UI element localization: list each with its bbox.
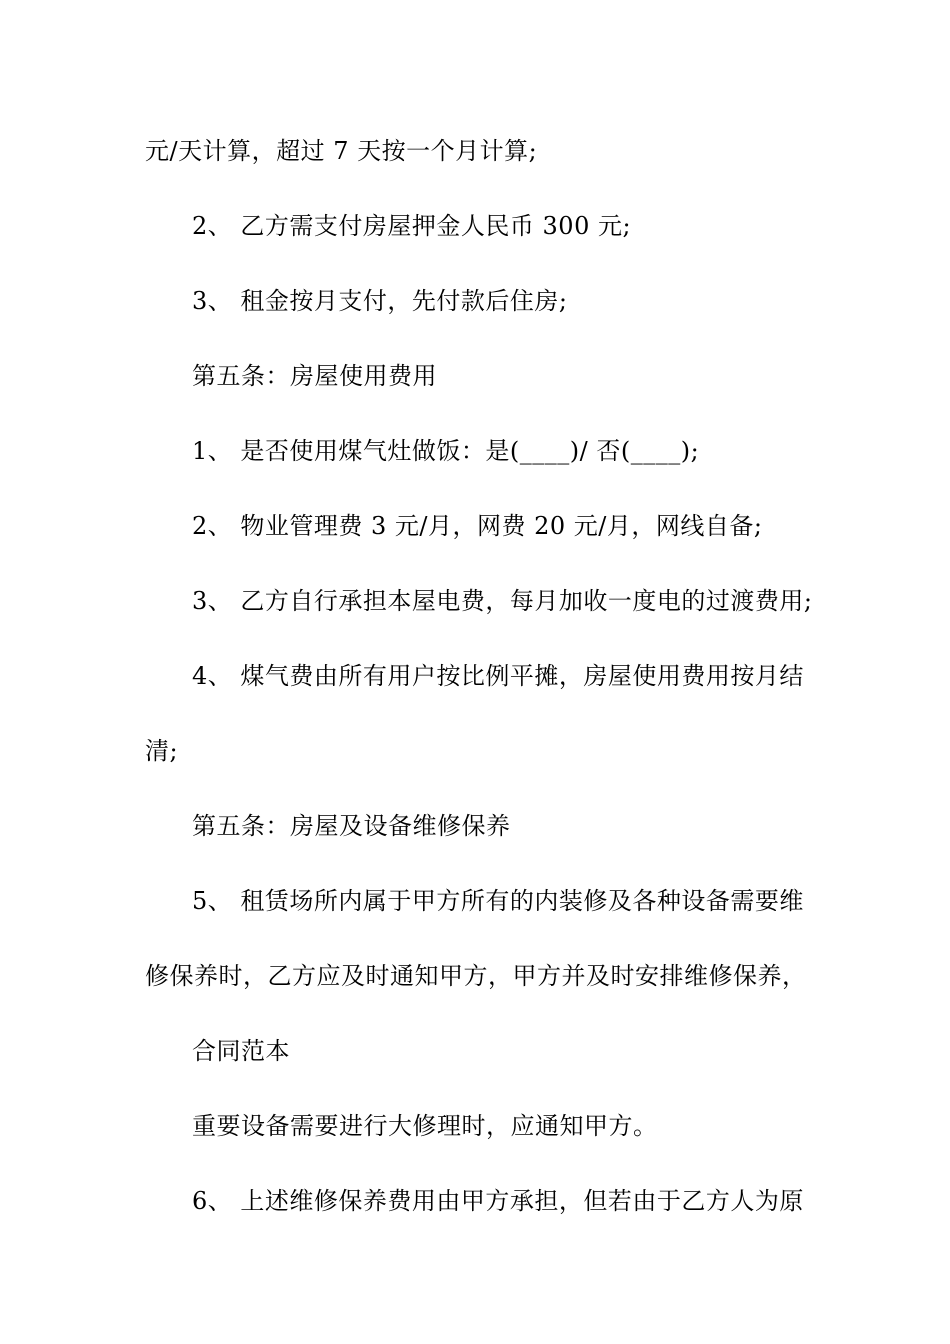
text-line: 重要设备需要进行大修理时，应通知甲方。 — [192, 1112, 658, 1140]
text-line: 元/天计算，超过 7 天按一个月计算; — [145, 137, 538, 165]
section-heading: 第五条：房屋及设备维修保养 — [192, 812, 511, 840]
text-line: 3、 租金按月支付，先付款后住房; — [192, 287, 568, 315]
text-line: 4、 煤气费由所有用户按比例平摊，房屋使用费用按月结 — [192, 662, 804, 690]
section-heading: 第五条：房屋使用费用 — [192, 362, 437, 390]
watermark-text: 合同范本 — [192, 1037, 290, 1065]
text-line: 2、 乙方需支付房屋押金人民币 300 元; — [192, 212, 632, 240]
text-line: 5、 租赁场所内属于甲方所有的内装修及各种设备需要维 — [192, 887, 804, 915]
text-line: 3、 乙方自行承担本屋电费，每月加收一度电的过渡费用; — [192, 587, 813, 615]
text-line: 2、 物业管理费 3 元/月，网费 20 元/月，网线自备; — [192, 512, 763, 540]
text-line: 修保养时，乙方应及时通知甲方，甲方并及时安排维修保养， — [145, 962, 807, 990]
text-line: 6、 上述维修保养费用由甲方承担，但若由于乙方人为原 — [192, 1187, 804, 1215]
text-line: 1、 是否使用煤气灶做饭：是(____)/ 否(____); — [192, 437, 700, 465]
text-line: 清; — [145, 737, 179, 765]
